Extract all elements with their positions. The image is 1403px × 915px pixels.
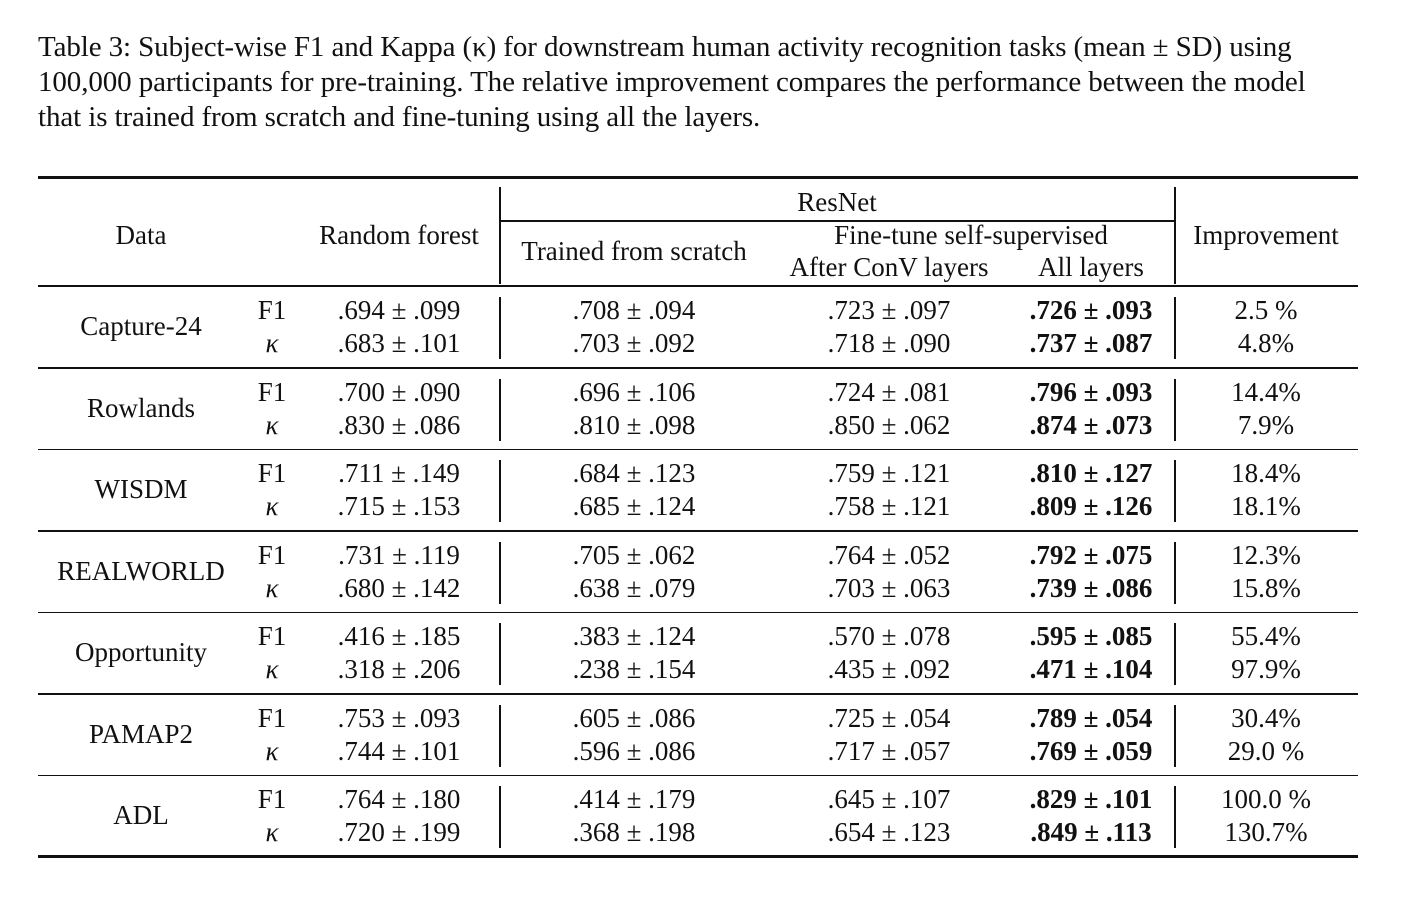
dataset-name: ADL [113, 800, 169, 830]
dataset-name: Rowlands [87, 392, 195, 423]
column-divider [499, 297, 501, 359]
random-forest-cell: .683 ± .101 [337, 328, 461, 358]
metric-label: F1 [257, 376, 287, 407]
column-divider [499, 379, 501, 441]
random-forest-cell: .764 ± .180 [337, 784, 461, 814]
group-separator [38, 693, 1358, 695]
metric-label: κ [265, 735, 279, 766]
all-layers-cell: .792 ± .075 [1029, 539, 1153, 570]
all-layers-cell: .726 ± .093 [1029, 295, 1153, 325]
after-conv-cell: .645 ± .107 [827, 784, 951, 814]
after-conv-cell: .764 ± .052 [827, 539, 951, 570]
group-separator [38, 612, 1358, 614]
metric-label: F1 [257, 539, 287, 570]
dataset-name: REALWORLD [57, 555, 225, 586]
column-divider [1174, 786, 1176, 848]
random-forest-cell: .318 ± .206 [337, 654, 461, 684]
scratch-cell: .638 ± .079 [572, 572, 696, 603]
scratch-cell: .414 ± .179 [572, 784, 696, 814]
all-layers-cell: .796 ± .093 [1029, 376, 1153, 407]
all-layers-cell: .789 ± .054 [1029, 702, 1153, 733]
group-separator [38, 367, 1358, 369]
after-conv-cell: .759 ± .121 [827, 458, 951, 488]
metric-label: κ [265, 491, 279, 521]
dataset-name: WISDM [94, 474, 188, 504]
random-forest-cell: .830 ± .086 [337, 409, 461, 440]
after-conv-cell: .570 ± .078 [827, 621, 951, 651]
improvement-cell: 97.9% [1231, 654, 1301, 684]
improvement-cell: 18.1% [1231, 491, 1301, 521]
random-forest-cell: .744 ± .101 [337, 735, 461, 766]
table-top-rule [38, 176, 1358, 179]
random-forest-cell: .694 ± .099 [337, 295, 461, 325]
header-divider-left [499, 187, 501, 284]
table-bottom-rule [38, 855, 1358, 858]
dataset-name: PAMAP2 [88, 718, 194, 749]
all-layers-cell: .829 ± .101 [1029, 784, 1153, 814]
header-resnet: ResNet [797, 187, 877, 217]
scratch-cell: .605 ± .086 [572, 702, 696, 733]
column-divider [499, 623, 501, 685]
metric-label: F1 [257, 458, 287, 488]
group-separator [38, 449, 1358, 451]
after-conv-cell: .435 ± .092 [827, 654, 951, 684]
all-layers-cell: .849 ± .113 [1030, 817, 1152, 847]
scratch-cell: .368 ± .198 [572, 817, 696, 847]
improvement-cell: 18.4% [1231, 458, 1301, 488]
after-conv-cell: .717 ± .057 [827, 735, 951, 766]
improvement-cell: 12.3% [1231, 539, 1301, 570]
random-forest-cell: .753 ± .093 [337, 702, 461, 733]
column-divider [1174, 379, 1176, 441]
header-bottom-rule [38, 285, 1358, 287]
after-conv-cell: .723 ± .097 [827, 295, 951, 325]
metric-label: κ [265, 328, 279, 358]
metric-label: κ [265, 817, 279, 847]
column-divider [499, 705, 501, 767]
metric-label: κ [265, 654, 279, 684]
after-conv-cell: .850 ± .062 [827, 409, 951, 440]
column-divider [499, 786, 501, 848]
scratch-cell: .703 ± .092 [572, 328, 696, 358]
group-separator [38, 530, 1358, 532]
scratch-cell: .696 ± .106 [572, 376, 696, 407]
header-after-conv: After ConV layers [789, 252, 989, 282]
all-layers-cell: .874 ± .073 [1029, 409, 1153, 440]
column-divider [1174, 542, 1176, 604]
header-fine-tune: Fine-tune self-supervised [834, 220, 1108, 250]
improvement-cell: 100.0 % [1221, 784, 1311, 814]
after-conv-cell: .718 ± .090 [827, 328, 951, 358]
all-layers-cell: .769 ± .059 [1029, 735, 1153, 766]
metric-label: F1 [257, 784, 287, 814]
random-forest-cell: .416 ± .185 [337, 621, 461, 651]
all-layers-cell: .595 ± .085 [1029, 621, 1153, 651]
improvement-cell: 2.5 % [1234, 295, 1298, 325]
scratch-cell: .684 ± .123 [572, 458, 696, 488]
scratch-cell: .383 ± .124 [572, 621, 696, 651]
scratch-cell: .705 ± .062 [572, 539, 696, 570]
all-layers-cell: .737 ± .087 [1029, 328, 1153, 358]
dataset-name: Capture-24 [80, 311, 202, 341]
random-forest-cell: .680 ± .142 [337, 572, 461, 603]
after-conv-cell: .703 ± .063 [827, 572, 951, 603]
random-forest-cell: .720 ± .199 [337, 817, 461, 847]
header-all-layers: All layers [1038, 252, 1144, 282]
column-divider [499, 460, 501, 522]
scratch-cell: .685 ± .124 [572, 491, 696, 521]
improvement-cell: 4.8% [1237, 328, 1295, 358]
after-conv-cell: .725 ± .054 [827, 702, 951, 733]
metric-label: F1 [257, 621, 287, 651]
dataset-name: Opportunity [75, 637, 207, 667]
column-divider [1174, 705, 1176, 767]
random-forest-cell: .700 ± .090 [337, 376, 461, 407]
random-forest-cell: .731 ± .119 [338, 539, 460, 570]
header-improvement: Improvement [1193, 220, 1339, 250]
after-conv-cell: .758 ± .121 [827, 491, 951, 521]
metric-label: κ [265, 409, 279, 440]
scratch-cell: .596 ± .086 [572, 735, 696, 766]
improvement-cell: 15.8% [1231, 572, 1301, 603]
group-separator [38, 775, 1358, 777]
random-forest-cell: .715 ± .153 [337, 491, 461, 521]
scratch-cell: .708 ± .094 [572, 295, 696, 325]
scratch-cell: .238 ± .154 [572, 654, 696, 684]
improvement-cell: 55.4% [1231, 621, 1301, 651]
random-forest-cell: .711 ± .149 [338, 458, 460, 488]
column-divider [1174, 623, 1176, 685]
header-data: Data [115, 220, 167, 250]
metric-label: κ [265, 572, 279, 603]
scratch-cell: .810 ± .098 [572, 409, 696, 440]
after-conv-cell: .654 ± .123 [827, 817, 951, 847]
column-divider [1174, 297, 1176, 359]
all-layers-cell: .739 ± .086 [1029, 572, 1153, 603]
all-layers-cell: .810 ± .127 [1029, 458, 1153, 488]
table-caption: Table 3: Subject-wise F1 and Kappa (κ) for downstream human activity recognition tasks (mean ± SD) using 100,000 participants for pre-training. The relative improvement compares the performance between the model that is trained from scratch and fine-tuning using all the layers. [38, 31, 1306, 133]
improvement-cell: 14.4% [1231, 376, 1301, 407]
after-conv-cell: .724 ± .081 [827, 376, 951, 407]
improvement-cell: 29.0 % [1227, 735, 1305, 766]
header-divider-right [1174, 187, 1176, 284]
improvement-cell: 130.7% [1224, 817, 1308, 847]
header-trained-from-scratch: Trained from scratch [521, 236, 747, 266]
improvement-cell: 7.9% [1237, 409, 1295, 440]
all-layers-cell: .809 ± .126 [1029, 491, 1153, 521]
metric-label: F1 [257, 702, 287, 733]
metric-label: F1 [257, 295, 287, 325]
column-divider [1174, 460, 1176, 522]
column-divider [499, 542, 501, 604]
improvement-cell: 30.4% [1231, 702, 1301, 733]
header-random-forest: Random forest [319, 220, 479, 250]
all-layers-cell: .471 ± .104 [1029, 654, 1153, 684]
